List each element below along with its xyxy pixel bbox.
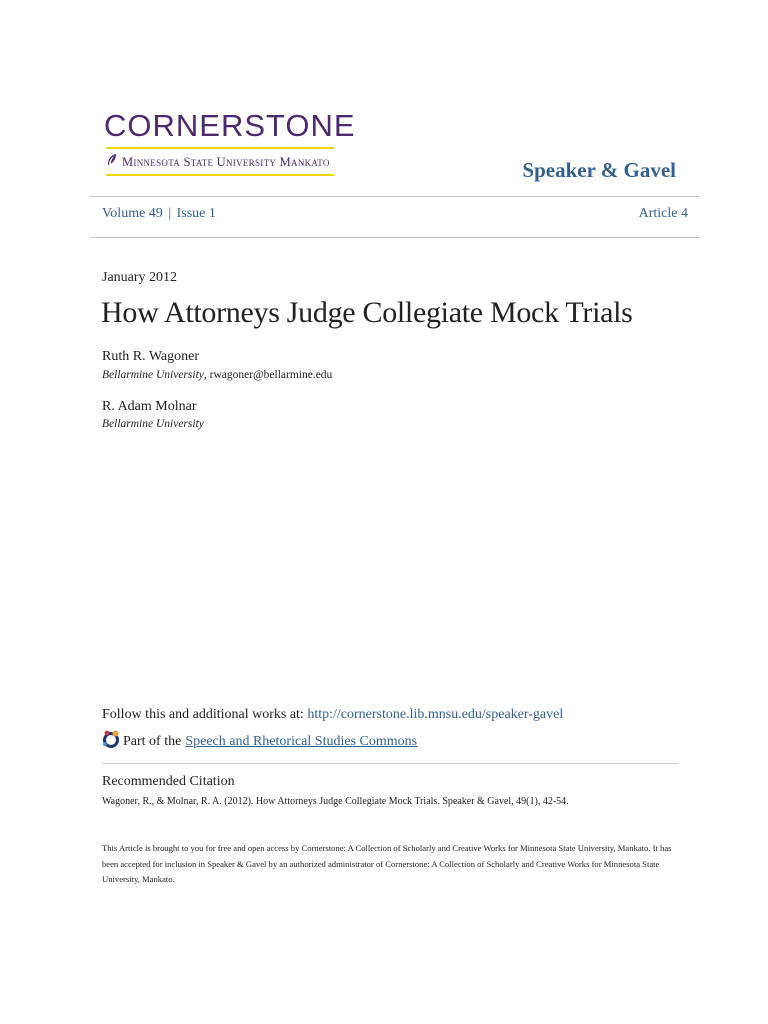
divider-top: [90, 196, 700, 197]
volume-issue-line: [102, 206, 216, 222]
logo-subtitle: [106, 152, 330, 172]
journal-name-link[interactable]: Speaker & Gavel: [522, 158, 676, 182]
author-email: , rwagoner@bellarmine.edu: [203, 369, 333, 381]
publication-date: January 2012: [102, 270, 178, 285]
commons-link[interactable]: Speech and Rhetorical Studies Commons: [185, 733, 418, 749]
volume-issue-separator: |: [168, 206, 172, 221]
divider-citation: [102, 763, 678, 764]
follow-label: Follow this and additional works at:: [102, 707, 308, 722]
affiliation-name: Bellarmine University: [102, 369, 204, 381]
part-of-label: Part of the: [123, 733, 182, 749]
article-title: How Attorneys Judge Collegiate Mock Trials: [101, 296, 633, 329]
logo-gold-rule-top: [106, 147, 334, 149]
author-affiliation: [102, 369, 332, 381]
follow-url-link[interactable]: http://cornerstone.lib.mnsu.edu/speaker-gavel: [307, 707, 564, 722]
cornerstone-logo-text: CORNERSTONE: [104, 108, 356, 143]
affiliation-name: Bellarmine University: [102, 418, 204, 430]
issue-link[interactable]: Issue 1: [176, 206, 216, 221]
logo-gold-rule-bottom: [106, 174, 334, 176]
feather-quill-icon: [106, 153, 118, 171]
logo-subtitle-text: Minnesota State University Mankato: [122, 154, 330, 169]
volume-link[interactable]: Volume 49: [102, 206, 163, 221]
follow-line: [102, 707, 563, 723]
author-name: Ruth R. Wagoner: [102, 349, 199, 364]
part-of-line: [101, 729, 417, 754]
article-number-link[interactable]: Article 4: [638, 206, 688, 221]
open-access-note: This Article is brought to you for free and open access by Cornerstone: A Collection of Scholarly and Creative Works for Minnesota State University, Mankato. It has been accepted for inclusion in Speaker & Gavel by an authorized administrator of Cornerstone: A Collection of Scholarly and Creative Works for Minnesota State University, Mankato.: [102, 843, 672, 884]
author-name: R. Adam Molnar: [102, 399, 197, 414]
author-affiliation: [102, 418, 204, 430]
network-commons-icon: [101, 729, 123, 754]
divider-issue: [90, 237, 700, 238]
recommended-citation-heading: Recommended Citation: [102, 774, 235, 789]
recommended-citation-text: Wagoner, R., & Molnar, R. A. (2012). How Attorneys Judge Collegiate Mock Trials. Speaker & Gavel, 49(1), 42-54.: [102, 796, 569, 807]
